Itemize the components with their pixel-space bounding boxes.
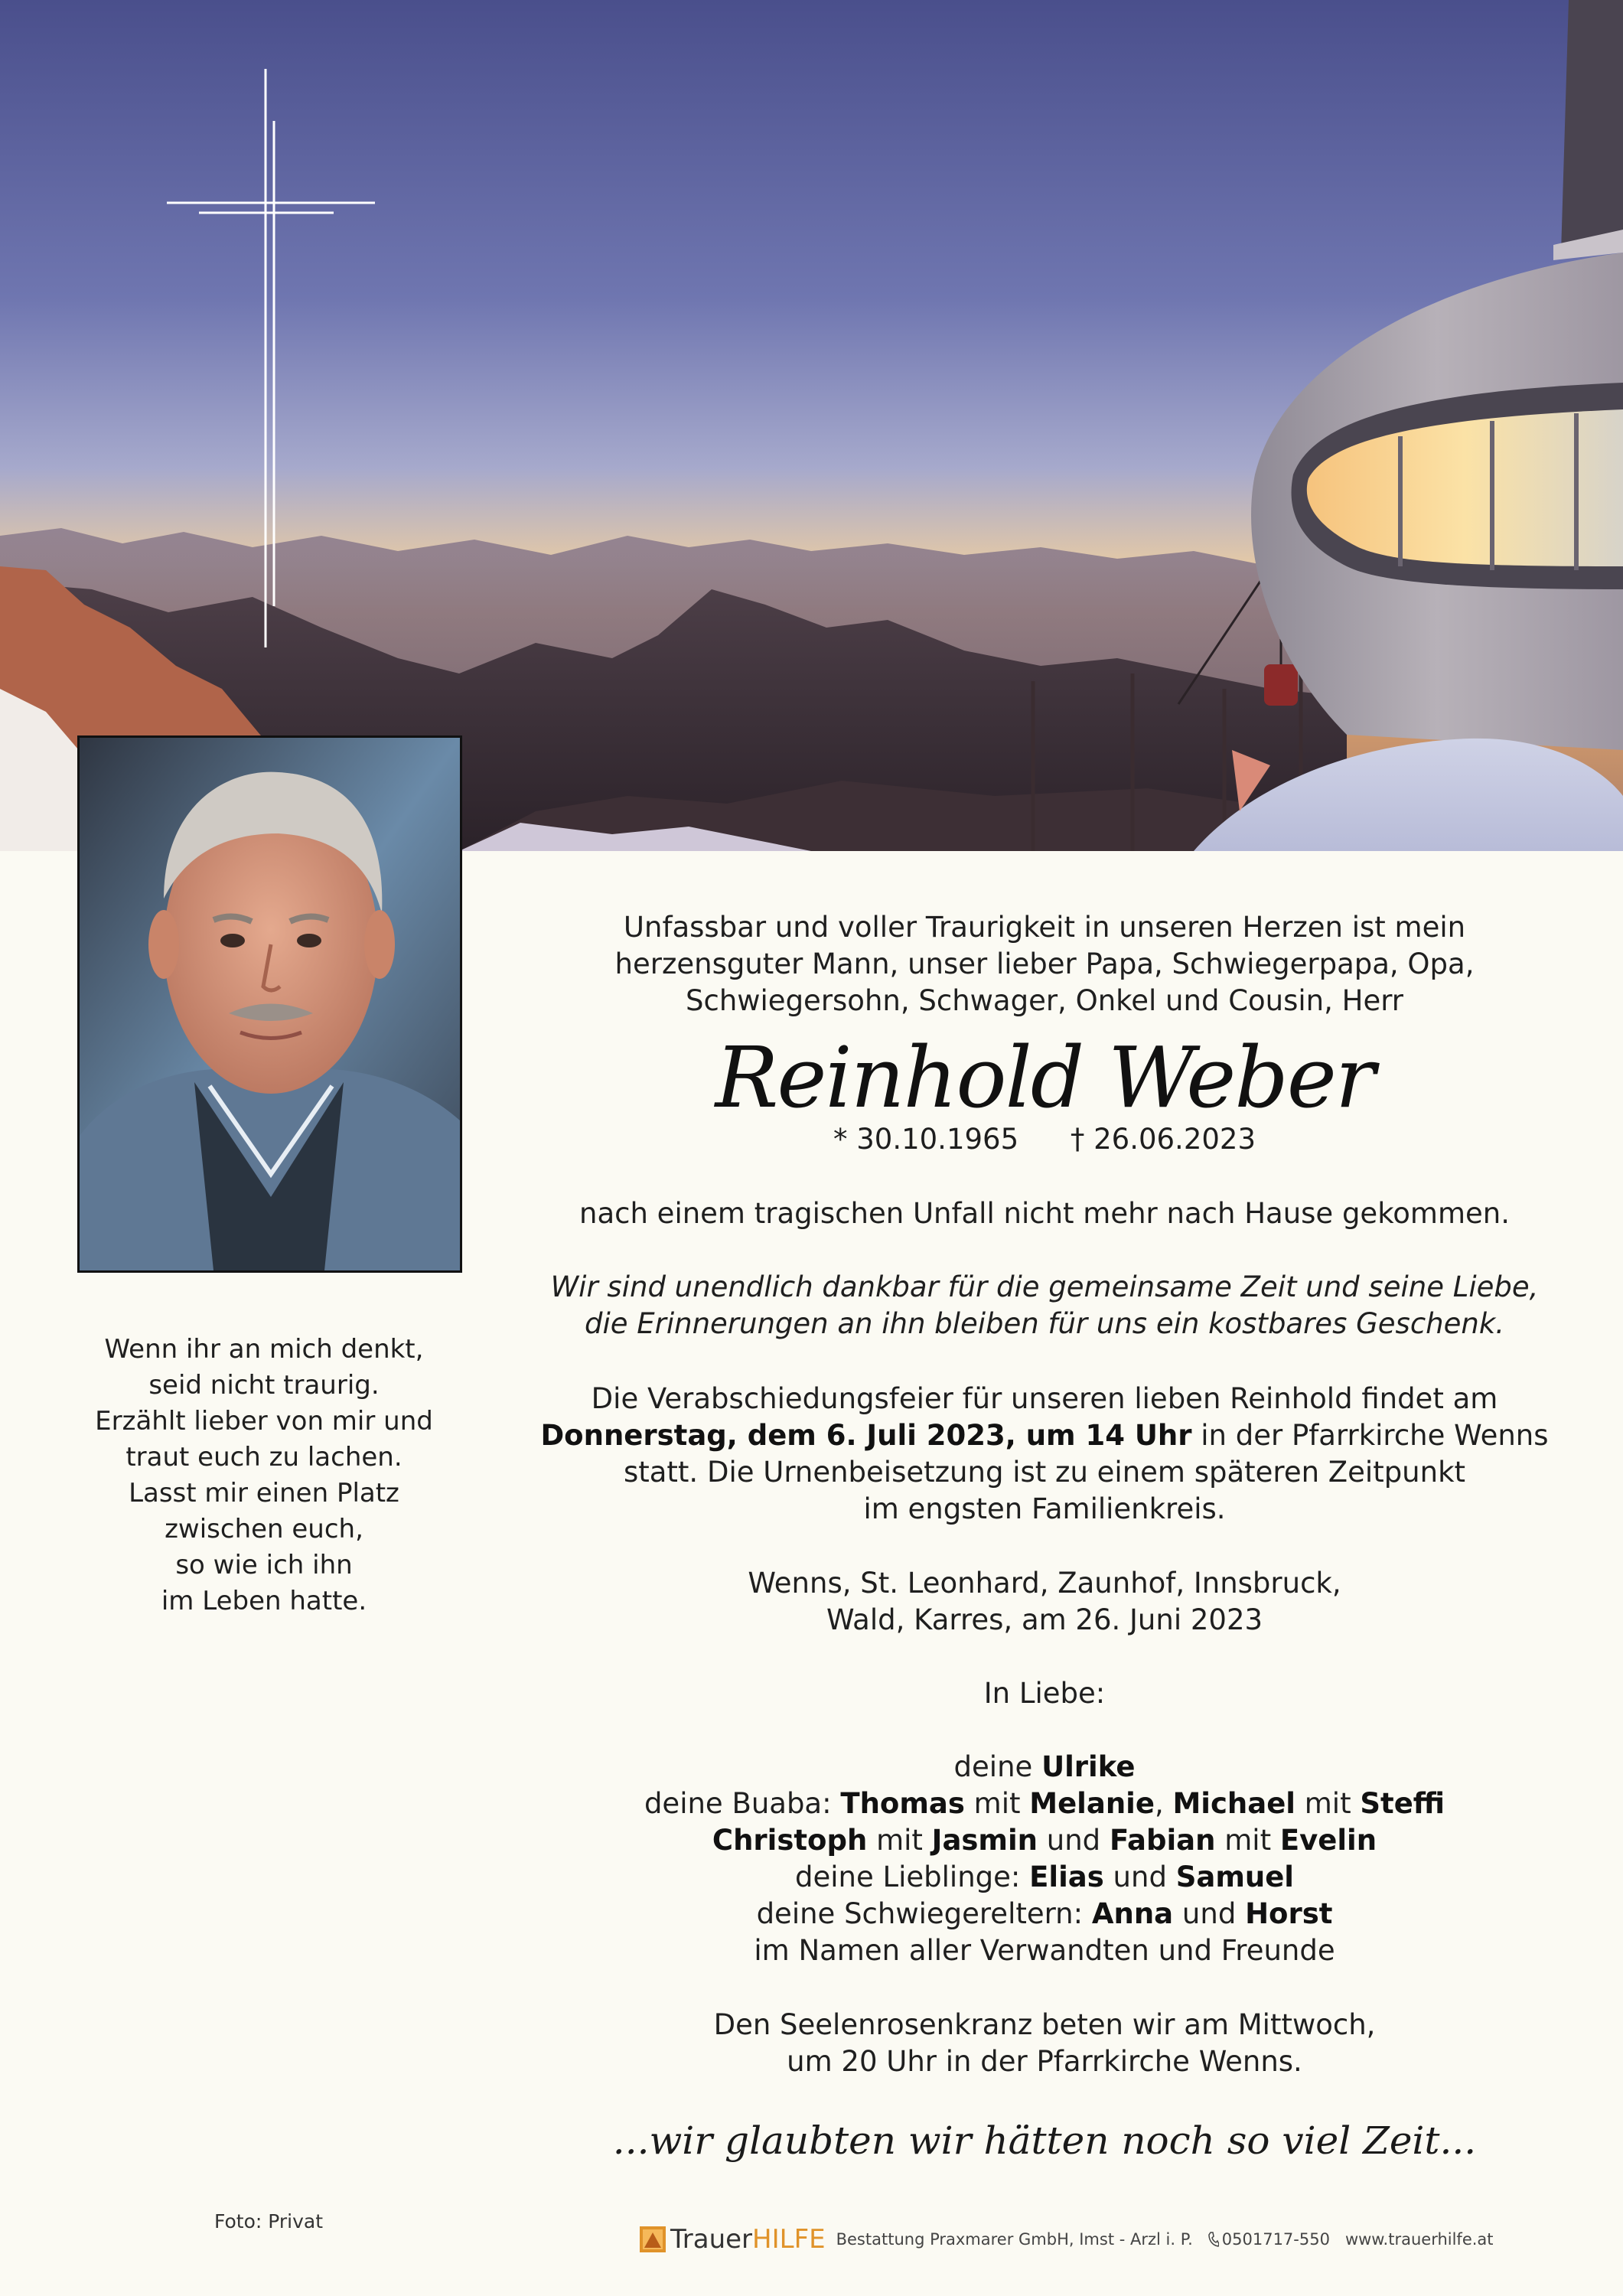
rosary-text (536, 2007, 1553, 2080)
ceremony-place: in der Pfarrkirche Wenns (1191, 1419, 1549, 1452)
location-date (536, 1565, 1553, 1639)
mourner-name: Melanie (1029, 1787, 1155, 1820)
life-dates (536, 1121, 1553, 1158)
poem-line: Lasst mir einen Platz (129, 1478, 399, 1508)
mourner-name: Elias (1029, 1861, 1104, 1893)
rosary-line: um 20 Uhr in der Pfarrkirche Wenns. (787, 2045, 1302, 2078)
mourner-text: deine Buaba: (644, 1787, 841, 1820)
mourner-name: Christoph (712, 1824, 868, 1857)
poem-line: seid nicht traurig. (148, 1370, 380, 1401)
phone-icon (1208, 2232, 1219, 2247)
phone-number: 0501717-550 (1221, 2230, 1330, 2249)
intro-line: Unfassbar und voller Traurigkeit in unseren Herzen ist mein (623, 911, 1466, 944)
mourner-line (536, 1786, 1553, 1822)
closing-quote: ...wir glaubten wir hätten noch so viel Zeit... (612, 2118, 1477, 2163)
mourner-name: Samuel (1175, 1861, 1294, 1893)
gratitude-line: Wir sind unendlich dankbar für die gemeinsame Zeit und seine Liebe, (550, 1270, 1539, 1303)
in-love-line: In Liebe: (983, 1677, 1106, 1710)
mourner-line (536, 1749, 1553, 1786)
intro-line: herzensguter Mann, unser lieber Papa, Schwiegerpapa, Opa, (614, 947, 1475, 980)
poem-line: so wie ich ihn (175, 1550, 353, 1580)
company-info: Bestattung Praxmarer GmbH, Imst - Arzl i. P. (836, 2230, 1193, 2249)
deceased-name: Reinhold Weber (715, 1029, 1374, 1127)
gratitude-text (536, 1269, 1553, 1342)
ceremony-line: statt. Die Urnenbeisetzung ist zu einem späteren Zeitpunkt (623, 1456, 1466, 1489)
mourner-text: mit (1215, 1824, 1280, 1857)
poem-line: Wenn ihr an mich denkt, (104, 1334, 424, 1365)
memorial-poem (46, 1332, 482, 1619)
mourner-text: mit (1295, 1787, 1361, 1820)
poem-line: im Leben hatte. (161, 1586, 367, 1616)
mourner-text: und (1038, 1824, 1110, 1857)
intro-text (536, 909, 1553, 1019)
photo-credit: Foto: Privat (214, 2210, 324, 2232)
brand-name-part2: HILFE (752, 2224, 826, 2255)
mourners-list (536, 1749, 1553, 1969)
mourner-text: und (1103, 1861, 1176, 1893)
mourner-name: Evelin (1279, 1824, 1377, 1857)
circumstance-line: nach einem tragischen Unfall nicht mehr nach Hause gekommen. (579, 1197, 1510, 1230)
mourner-name: Jasmin (931, 1824, 1038, 1857)
rosary-line: Den Seelenrosenkranz beten wir am Mittwoch, (713, 2008, 1376, 2041)
in-love-heading (536, 1675, 1553, 1712)
brand-name-part1: Trauer (670, 2224, 753, 2255)
mourner-text: deine (953, 1750, 1042, 1783)
ceremony-line (536, 1417, 1553, 1454)
mourner-name: Steffi (1360, 1787, 1445, 1820)
trauerhilfe-logo-icon (640, 2226, 666, 2252)
portrait-photo (77, 735, 462, 1273)
mourner-text: , (1154, 1787, 1173, 1820)
poem-line: traut euch zu lachen. (125, 1442, 402, 1473)
intro-line: Schwiegersohn, Schwager, Onkel und Cousin, Herr (685, 984, 1404, 1017)
gratitude-line: die Erinnerungen an ihn bleiben für uns ein kostbares Geschenk. (584, 1307, 1505, 1340)
ceremony-line: im engsten Familienkreis. (863, 1492, 1226, 1525)
ceremony-text (536, 1381, 1553, 1528)
circumstance-text (536, 1195, 1553, 1232)
mourner-text: mit (867, 1824, 932, 1857)
mourner-text: und (1173, 1897, 1246, 1930)
website-link[interactable]: www.trauerhilfe.at (1344, 2230, 1494, 2249)
location-line: Wenns, St. Leonhard, Zaunhof, Innsbruck, (748, 1567, 1341, 1600)
footer (640, 2224, 1494, 2255)
mourner-name: Ulrike (1041, 1750, 1136, 1783)
mourner-text: deine Lieblinge: (795, 1861, 1030, 1893)
mourner-text: mit (964, 1787, 1030, 1820)
mourner-name: Thomas (840, 1787, 965, 1820)
poem-line: zwischen euch, (165, 1514, 363, 1544)
ceremony-date: Donnerstag, dem 6. Juli 2023, um 14 Uhr (540, 1419, 1192, 1452)
mourner-name: Anna (1091, 1897, 1174, 1930)
mourner-line (536, 1896, 1553, 1932)
birth-date: * 30.10.1965 (833, 1123, 1019, 1156)
mourner-name: Fabian (1109, 1824, 1216, 1857)
mourner-line (536, 1822, 1553, 1859)
ceremony-line: Die Verabschiedungsfeier für unseren lieben Reinhold findet am (591, 1382, 1498, 1415)
mourner-line: im Namen aller Verwandten und Freunde (754, 1934, 1335, 1967)
mourner-text: deine Schwiegereltern: (756, 1897, 1092, 1930)
mourner-name: Horst (1245, 1897, 1333, 1930)
poem-line: Erzählt lieber von mir und (95, 1406, 433, 1437)
mourner-name: Michael (1172, 1787, 1295, 1820)
death-date: † 26.06.2023 (1070, 1123, 1256, 1156)
cross-icon (0, 0, 383, 658)
location-line: Wald, Karres, am 26. Juni 2023 (826, 1603, 1263, 1636)
mourner-line (536, 1859, 1553, 1896)
